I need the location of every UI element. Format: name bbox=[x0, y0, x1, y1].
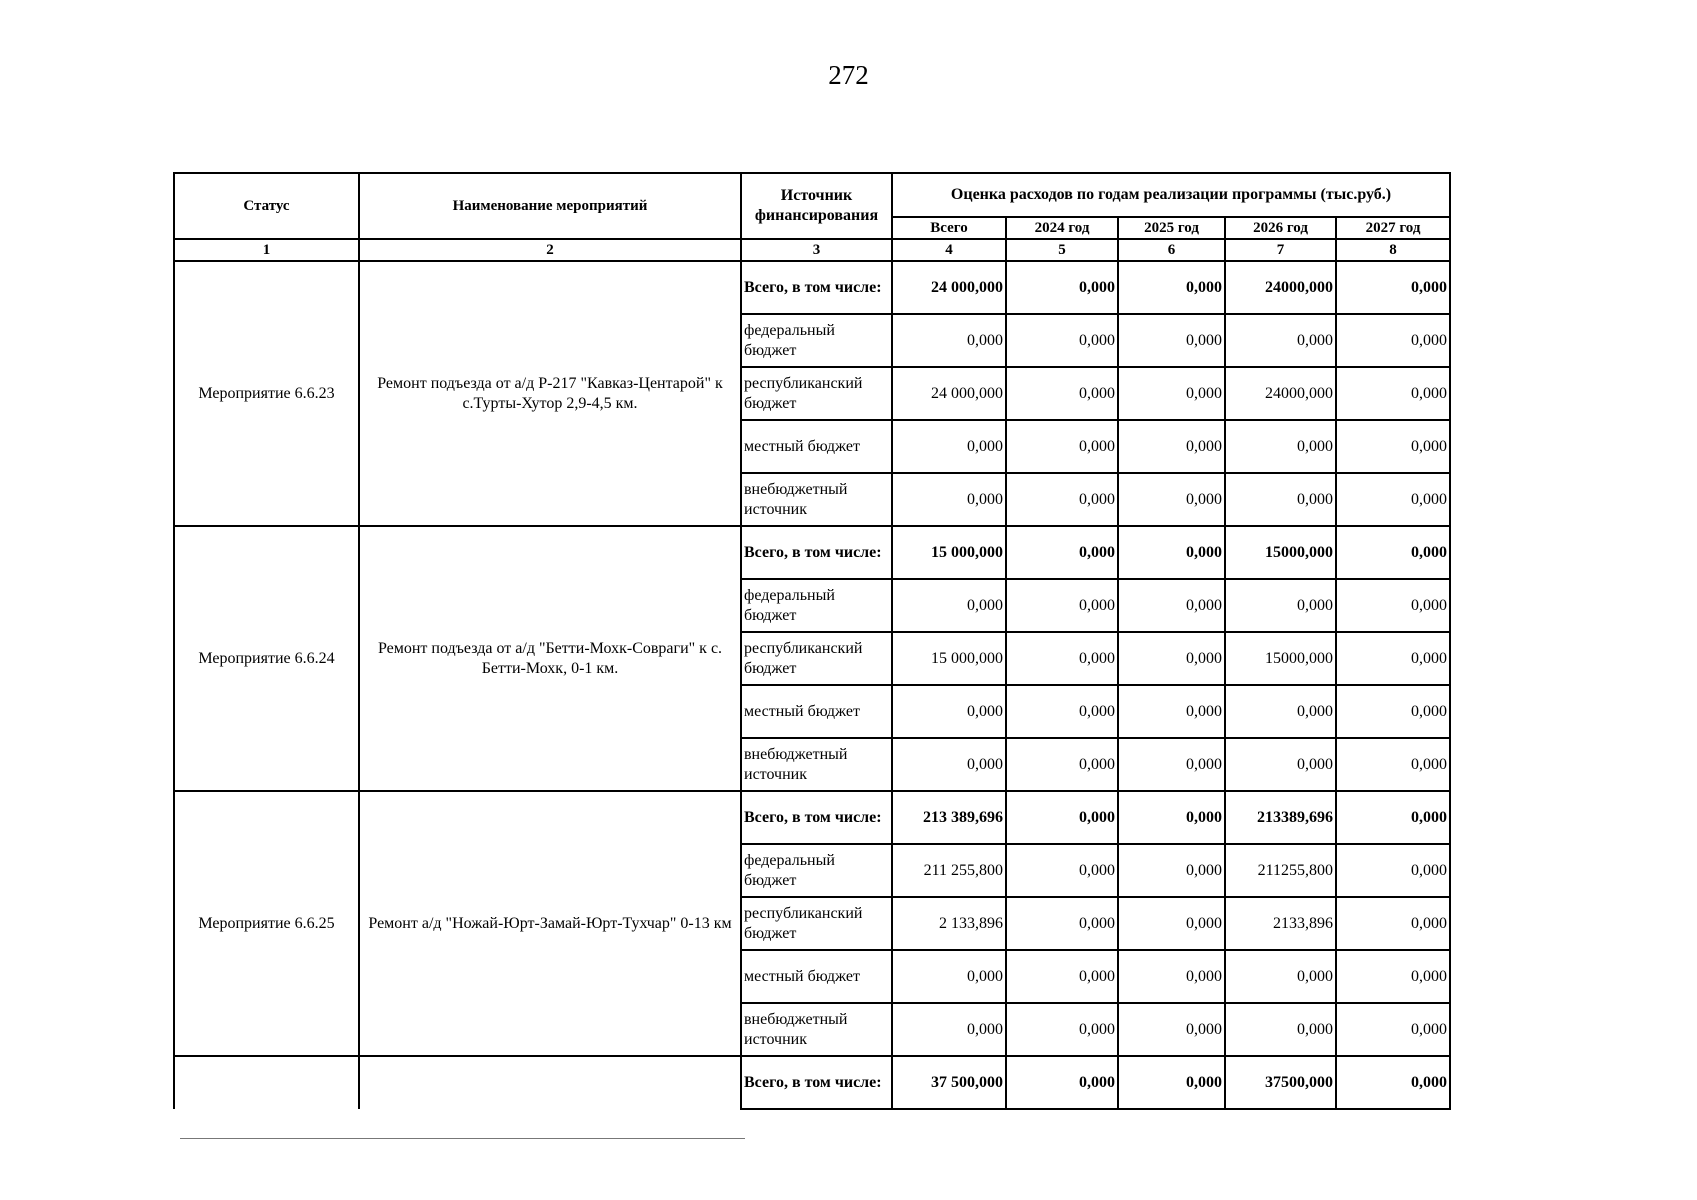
activity-status: Мероприятие 6.6.25 bbox=[174, 791, 359, 1056]
value-total: 0,000 bbox=[892, 1003, 1006, 1056]
header-2026: 2026 год bbox=[1225, 217, 1336, 239]
value-2025: 0,000 bbox=[1118, 685, 1225, 738]
value-2024: 0,000 bbox=[1006, 314, 1118, 367]
value-2024: 0,000 bbox=[1006, 261, 1118, 314]
value-2027: 0,000 bbox=[1336, 526, 1450, 579]
value-2024: 0,000 bbox=[1006, 738, 1118, 791]
value-2024: 0,000 bbox=[1006, 1056, 1118, 1109]
value-2026: 0,000 bbox=[1225, 738, 1336, 791]
value-2025: 0,000 bbox=[1118, 897, 1225, 950]
header-2024: 2024 год bbox=[1006, 217, 1118, 239]
table-row bbox=[174, 526, 1450, 579]
funding-source: внебюджетный источник bbox=[741, 1003, 892, 1056]
value-2025: 0,000 bbox=[1118, 473, 1225, 526]
value-2024: 0,000 bbox=[1006, 579, 1118, 632]
value-2025: 0,000 bbox=[1118, 367, 1225, 420]
activity-name: Ремонт а/д "Ножай-Юрт-Замай-Юрт-Тухчар" 0-13 км bbox=[359, 791, 741, 1056]
header-2025: 2025 год bbox=[1118, 217, 1225, 239]
table-row bbox=[174, 791, 1450, 844]
column-number: 7 bbox=[1225, 239, 1336, 261]
funding-source: внебюджетный источник bbox=[741, 738, 892, 791]
column-number: 5 bbox=[1006, 239, 1118, 261]
value-2026: 213389,696 bbox=[1225, 791, 1336, 844]
funding-source: республиканский бюджет bbox=[741, 632, 892, 685]
value-2024: 0,000 bbox=[1006, 685, 1118, 738]
column-number: 3 bbox=[741, 239, 892, 261]
value-2026: 0,000 bbox=[1225, 950, 1336, 1003]
header-source: Источник финансирования bbox=[741, 173, 892, 239]
value-2026: 0,000 bbox=[1225, 473, 1336, 526]
funding-source: федеральный бюджет bbox=[741, 844, 892, 897]
value-total: 0,000 bbox=[892, 420, 1006, 473]
value-2026: 2133,896 bbox=[1225, 897, 1336, 950]
value-2027: 0,000 bbox=[1336, 314, 1450, 367]
funding-source: республиканский бюджет bbox=[741, 367, 892, 420]
value-2027: 0,000 bbox=[1336, 367, 1450, 420]
funding-source: местный бюджет bbox=[741, 685, 892, 738]
value-2024: 0,000 bbox=[1006, 420, 1118, 473]
value-2026: 15000,000 bbox=[1225, 526, 1336, 579]
column-number: 2 bbox=[359, 239, 741, 261]
value-2024: 0,000 bbox=[1006, 526, 1118, 579]
value-2027: 0,000 bbox=[1336, 950, 1450, 1003]
funding-source: Всего, в том числе: bbox=[741, 526, 892, 579]
funding-source: федеральный бюджет bbox=[741, 314, 892, 367]
value-2025: 0,000 bbox=[1118, 579, 1225, 632]
value-2024: 0,000 bbox=[1006, 950, 1118, 1003]
value-2026: 0,000 bbox=[1225, 314, 1336, 367]
value-2027: 0,000 bbox=[1336, 791, 1450, 844]
value-2024: 0,000 bbox=[1006, 1003, 1118, 1056]
table-row bbox=[174, 261, 1450, 314]
value-2027: 0,000 bbox=[1336, 897, 1450, 950]
column-number: 6 bbox=[1118, 239, 1225, 261]
funding-source: Всего, в том числе: bbox=[741, 1056, 892, 1109]
funding-source: местный бюджет bbox=[741, 950, 892, 1003]
value-2025: 0,000 bbox=[1118, 261, 1225, 314]
value-total: 0,000 bbox=[892, 473, 1006, 526]
activity-status bbox=[174, 1056, 359, 1109]
value-total: 0,000 bbox=[892, 950, 1006, 1003]
value-total: 15 000,000 bbox=[892, 526, 1006, 579]
header-estimate: Оценка расходов по годам реализации программы (тыс.руб.) bbox=[892, 173, 1450, 217]
value-2027: 0,000 bbox=[1336, 844, 1450, 897]
value-total: 0,000 bbox=[892, 738, 1006, 791]
value-2027: 0,000 bbox=[1336, 473, 1450, 526]
budget-table bbox=[173, 172, 1451, 1110]
value-2026: 15000,000 bbox=[1225, 632, 1336, 685]
value-2025: 0,000 bbox=[1118, 314, 1225, 367]
column-number: 1 bbox=[174, 239, 359, 261]
value-2024: 0,000 bbox=[1006, 473, 1118, 526]
value-2027: 0,000 bbox=[1336, 1056, 1450, 1109]
value-2027: 0,000 bbox=[1336, 738, 1450, 791]
value-2024: 0,000 bbox=[1006, 844, 1118, 897]
funding-source: Всего, в том числе: bbox=[741, 261, 892, 314]
value-2026: 37500,000 bbox=[1225, 1056, 1336, 1109]
value-2027: 0,000 bbox=[1336, 420, 1450, 473]
activity-name bbox=[359, 1056, 741, 1109]
header-name: Наименование мероприятий bbox=[359, 173, 741, 239]
funding-source: федеральный бюджет bbox=[741, 579, 892, 632]
value-2026: 211255,800 bbox=[1225, 844, 1336, 897]
activity-name: Ремонт подъезда от а/д "Бетти-Мохк-Совраги" к с. Бетти-Мохк, 0-1 км. bbox=[359, 526, 741, 791]
value-2025: 0,000 bbox=[1118, 950, 1225, 1003]
value-2024: 0,000 bbox=[1006, 367, 1118, 420]
activity-status: Мероприятие 6.6.24 bbox=[174, 526, 359, 791]
value-total: 0,000 bbox=[892, 685, 1006, 738]
value-total: 0,000 bbox=[892, 314, 1006, 367]
value-2025: 0,000 bbox=[1118, 420, 1225, 473]
value-total: 2 133,896 bbox=[892, 897, 1006, 950]
value-2025: 0,000 bbox=[1118, 526, 1225, 579]
bottom-rule bbox=[180, 1138, 745, 1139]
column-number: 8 bbox=[1336, 239, 1450, 261]
value-2027: 0,000 bbox=[1336, 261, 1450, 314]
header-2027: 2027 год bbox=[1336, 217, 1450, 239]
activity-name: Ремонт подъезда от а/д Р-217 "Кавказ-Центарой" к с.Турты-Хутор 2,9-4,5 км. bbox=[359, 261, 741, 526]
value-2027: 0,000 bbox=[1336, 632, 1450, 685]
value-2026: 0,000 bbox=[1225, 685, 1336, 738]
funding-source: внебюджетный источник bbox=[741, 473, 892, 526]
value-2026: 0,000 bbox=[1225, 579, 1336, 632]
value-2024: 0,000 bbox=[1006, 791, 1118, 844]
value-total: 37 500,000 bbox=[892, 1056, 1006, 1109]
funding-source: местный бюджет bbox=[741, 420, 892, 473]
value-total: 15 000,000 bbox=[892, 632, 1006, 685]
table-body bbox=[174, 261, 1450, 1109]
value-2025: 0,000 bbox=[1118, 1056, 1225, 1109]
funding-source: Всего, в том числе: bbox=[741, 791, 892, 844]
value-2025: 0,000 bbox=[1118, 791, 1225, 844]
page-number: 272 bbox=[828, 60, 869, 90]
value-2026: 0,000 bbox=[1225, 420, 1336, 473]
value-2024: 0,000 bbox=[1006, 897, 1118, 950]
value-2025: 0,000 bbox=[1118, 632, 1225, 685]
value-2027: 0,000 bbox=[1336, 579, 1450, 632]
value-2027: 0,000 bbox=[1336, 1003, 1450, 1056]
funding-source: республиканский бюджет bbox=[741, 897, 892, 950]
value-2027: 0,000 bbox=[1336, 685, 1450, 738]
value-2025: 0,000 bbox=[1118, 1003, 1225, 1056]
value-total: 211 255,800 bbox=[892, 844, 1006, 897]
value-total: 24 000,000 bbox=[892, 261, 1006, 314]
column-number: 4 bbox=[892, 239, 1006, 261]
value-2026: 0,000 bbox=[1225, 1003, 1336, 1056]
value-2026: 24000,000 bbox=[1225, 367, 1336, 420]
value-2024: 0,000 bbox=[1006, 632, 1118, 685]
value-total: 213 389,696 bbox=[892, 791, 1006, 844]
activity-status: Мероприятие 6.6.23 bbox=[174, 261, 359, 526]
value-2025: 0,000 bbox=[1118, 844, 1225, 897]
value-2025: 0,000 bbox=[1118, 738, 1225, 791]
value-total: 24 000,000 bbox=[892, 367, 1006, 420]
header-total: Всего bbox=[892, 217, 1006, 239]
value-2026: 24000,000 bbox=[1225, 261, 1336, 314]
header-status: Статус bbox=[174, 173, 359, 239]
table-row bbox=[174, 1056, 1450, 1109]
value-total: 0,000 bbox=[892, 579, 1006, 632]
